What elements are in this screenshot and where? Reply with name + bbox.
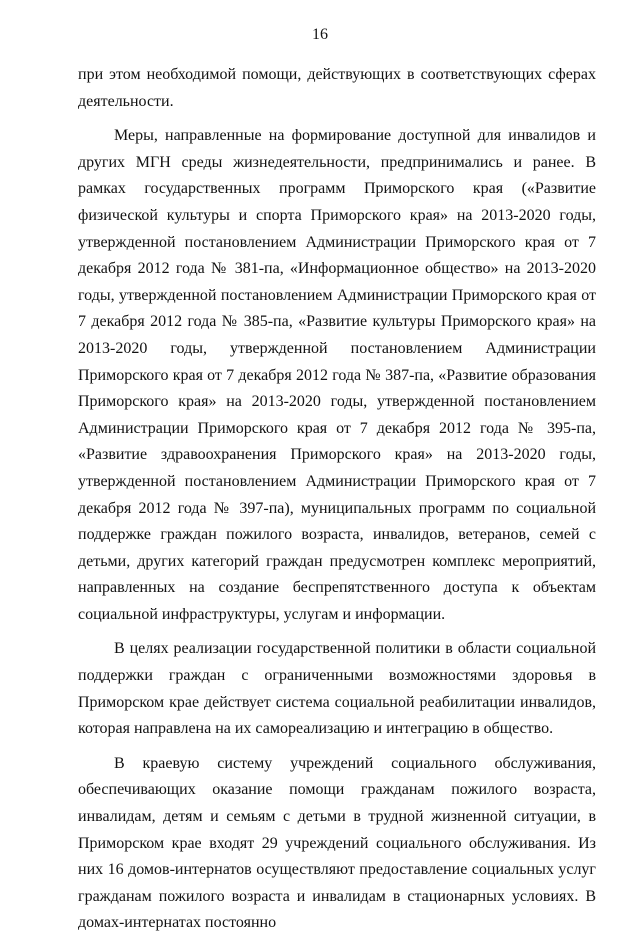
page-number: 16 [312, 26, 328, 43]
paragraph-social-institutions: В краевую систему учреждений социального обслуживания, обеспечивающих оказание помощи гражданам пожилого возраста, инвалидам, детям и семьям с детьми в трудной жизненной ситуации, в Приморском крае входят 29 учреждений социального обслуживания. Из них 16 домов-интернатов осуществляют предоставление социальных услуг гражданам пожилого возраста и инвалидам в стационарных условиях. В домах-интернатах постоянно [78, 754, 596, 932]
paragraph-accessibility-measures: Меры, направленные на формирование доступной для инвалидов и других МГН среды жизнедеятельности, предпринимались и ранее. В рамках государственных программ Приморского края («Развитие физической культуры и спорта Приморского края» на 2013-2020 годы, утвержденной постановлением Администрации Приморского края от 7 декабря 2012 года № 381-па, «Информационное общество» на 2013-2020 годы, утвержденной постановлением Администрации Приморского края от 7 декабря 2012 года № 385-па, «Развитие культуры Приморского края» на 2013-2020 годы, утвержденной постановлением Администрации Приморского края от 7 декабря 2012 года № 387-па, «Развитие образования Приморского края» на 2013-2020 годы, утвержденной постановлением Администрации Приморского края от 7 декабря 2012 года № 395-па, «Развитие здравоохранения Приморского края» на 2013-2020 годы, утвержденной постановлением Администрации Приморского края от 7 декабря 2012 года № 397-па), муниципальных программ по социальной поддержке граждан пожилого возраста, инвалидов, ветеранов, семей с детьми, других категорий граждан предусмотрен комплекс мероприятий, направленных на создание беспрепятственного доступа к объектам социальной инфраструктуры, услугам и информации. [78, 127, 596, 623]
paragraph-continuation: при этом необходимой помощи, действующих в соответствующих сферах деятельности. [78, 66, 596, 110]
paragraph-rehabilitation-system: В целях реализации государственной политики в области социальной поддержки граждан с ограниченными возможностями здоровья в Приморском крае действует система социальной реабилитации инвалидов, которая направлена на их самореализацию и интеграцию в общество. [78, 640, 596, 738]
body-text [78, 62, 596, 937]
